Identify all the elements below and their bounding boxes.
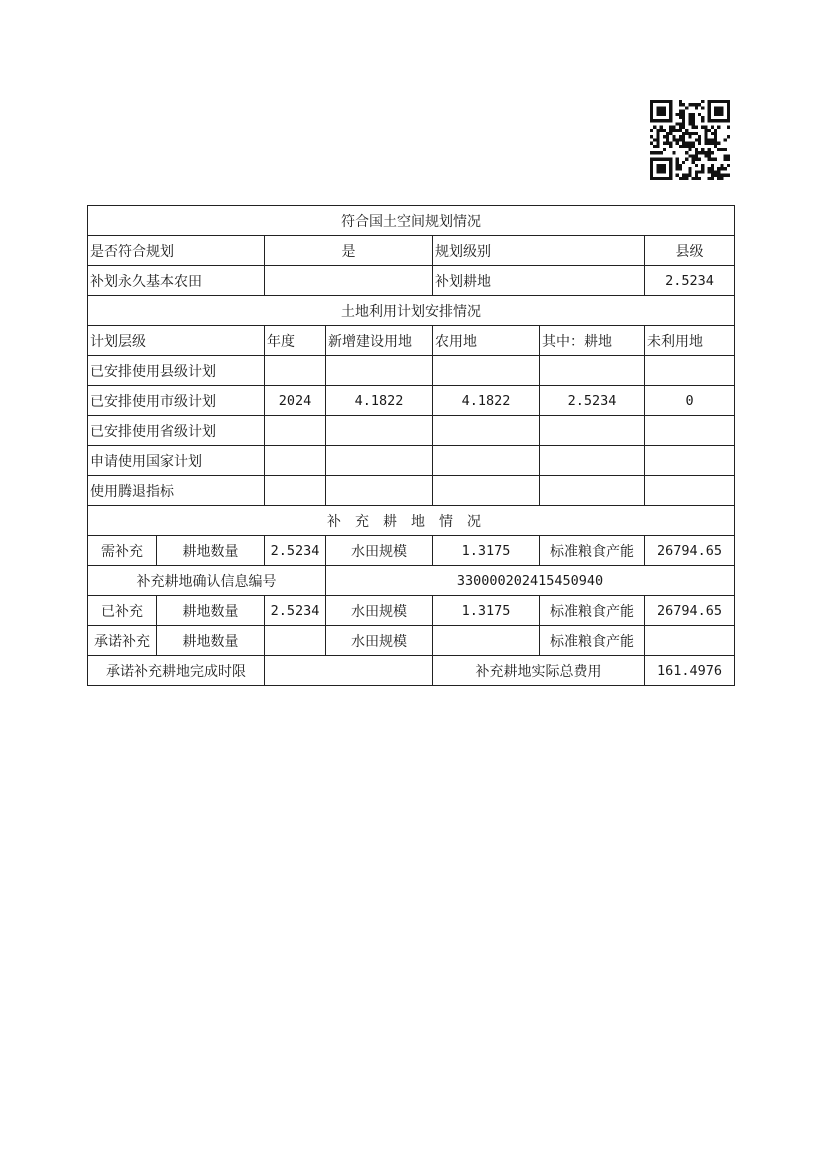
planning-level-label: 规划级别 (433, 236, 645, 266)
paddy-value: 1.3175 (433, 536, 540, 566)
table-cell (645, 476, 735, 506)
column-header: 新增建设用地 (326, 326, 433, 356)
paddy-value: 1.3175 (433, 596, 540, 626)
section-title-row (88, 206, 735, 236)
table-cell (265, 476, 326, 506)
table-cell (645, 356, 735, 386)
planning-level-value: 县级 (645, 236, 735, 266)
quantity-value (265, 626, 326, 656)
table-cell: 使用腾退指标 (88, 476, 265, 506)
land-use-form-table (87, 205, 735, 686)
basic-farmland-value (265, 266, 433, 296)
table-cell: 2024 (265, 386, 326, 416)
table-row (88, 416, 735, 446)
column-header: 年度 (265, 326, 326, 356)
table-cell: 已安排使用县级计划 (88, 356, 265, 386)
table-cell (326, 476, 433, 506)
paddy-label: 水田规模 (326, 626, 433, 656)
column-header: 农用地 (433, 326, 540, 356)
deadline-value (265, 656, 433, 686)
table-cell: 已安排使用市级计划 (88, 386, 265, 416)
table-cell: 2.5234 (540, 386, 645, 416)
paddy-value (433, 626, 540, 656)
quantity-value: 2.5234 (265, 536, 326, 566)
grain-capacity-value (645, 626, 735, 656)
table-cell: 4.1822 (326, 386, 433, 416)
table-cell (326, 356, 433, 386)
grain-capacity-value: 26794.65 (645, 536, 735, 566)
table-cell (645, 416, 735, 446)
confirm-number-label: 补充耕地确认信息编号 (88, 566, 326, 596)
supplementary-land-title: 补充耕地情况 (88, 506, 735, 536)
table-cell (433, 446, 540, 476)
section-title-row (88, 506, 735, 536)
table-cell (433, 476, 540, 506)
quantity-label: 耕地数量 (157, 536, 265, 566)
column-header: 计划层级 (88, 326, 265, 356)
spatial-planning-title: 符合国土空间规划情况 (88, 206, 735, 236)
paddy-label: 水田规模 (326, 536, 433, 566)
deadline-label: 承诺补充耕地完成时限 (88, 656, 265, 686)
total-cost-label: 补充耕地实际总费用 (433, 656, 645, 686)
basic-farmland-label: 补划永久基本农田 (88, 266, 265, 296)
table-row (88, 626, 735, 656)
table-row (88, 446, 735, 476)
table-row (88, 536, 735, 566)
table-cell (433, 416, 540, 446)
table-cell (540, 476, 645, 506)
table-cell (326, 416, 433, 446)
table-row (88, 476, 735, 506)
quantity-label: 耕地数量 (157, 596, 265, 626)
grain-capacity-value: 26794.65 (645, 596, 735, 626)
table-cell: 已安排使用省级计划 (88, 416, 265, 446)
section-title-row (88, 296, 735, 326)
table-row (88, 236, 735, 266)
table-row (88, 356, 735, 386)
table-row (88, 566, 735, 596)
table-cell (540, 446, 645, 476)
promised-label: 承诺补充 (88, 626, 157, 656)
supplemented-label: 已补充 (88, 596, 157, 626)
table-cell: 4.1822 (433, 386, 540, 416)
table-row (88, 656, 735, 686)
cultivated-land-value: 2.5234 (645, 266, 735, 296)
required-label: 需补充 (88, 536, 157, 566)
table-cell (645, 446, 735, 476)
total-cost-value: 161.4976 (645, 656, 735, 686)
conform-value: 是 (265, 236, 433, 266)
grain-capacity-label: 标准粮食产能 (540, 626, 645, 656)
cultivated-land-label: 补划耕地 (433, 266, 645, 296)
paddy-label: 水田规模 (326, 596, 433, 626)
table-cell: 0 (645, 386, 735, 416)
table-cell (540, 416, 645, 446)
land-use-plan-title: 土地利用计划安排情况 (88, 296, 735, 326)
table-row (88, 266, 735, 296)
table-cell (265, 356, 326, 386)
table-cell (540, 356, 645, 386)
quantity-label: 耕地数量 (157, 626, 265, 656)
quantity-value: 2.5234 (265, 596, 326, 626)
table-row (88, 386, 735, 416)
table-cell (265, 416, 326, 446)
table-cell (265, 446, 326, 476)
qr-code-icon (650, 100, 730, 180)
conform-label: 是否符合规划 (88, 236, 265, 266)
column-header: 未利用地 (645, 326, 735, 356)
table-cell (326, 446, 433, 476)
column-header: 其中：耕地 (540, 326, 645, 356)
table-row (88, 596, 735, 626)
table-cell (433, 356, 540, 386)
grain-capacity-label: 标准粮食产能 (540, 596, 645, 626)
table-cell: 申请使用国家计划 (88, 446, 265, 476)
confirm-number-value: 330000202415450940 (326, 566, 735, 596)
table-header-row (88, 326, 735, 356)
grain-capacity-label: 标准粮食产能 (540, 536, 645, 566)
